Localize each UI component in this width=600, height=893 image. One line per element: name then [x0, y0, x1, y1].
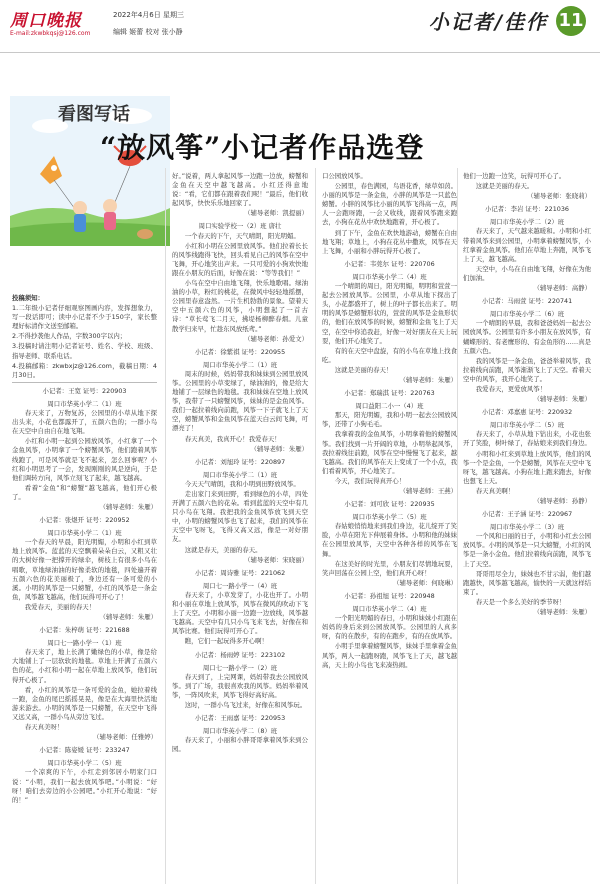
- teacher-credit: （辅导老师：朱雁）: [533, 395, 591, 404]
- article-paragraph: 这就是春天，美丽的春天。: [184, 545, 262, 554]
- author-info: 周口市华英小学二（4）班: [352, 272, 427, 281]
- author-info: 周口市华英小学二（1）班: [202, 470, 278, 479]
- author-info: 周口市华英小学二（6）班: [489, 310, 565, 319]
- article-paragraph: 这就是美丽的春天。: [475, 182, 534, 191]
- author-info: 周口市华英小学二（5）班: [489, 421, 565, 430]
- page-number-badge: 11: [556, 6, 586, 36]
- teacher-credit: （辅导老师：孙爱文）: [244, 334, 308, 343]
- article-paragraph: 今天，我们玩得真开心！: [334, 476, 406, 485]
- article-paragraph: 小明手里拿着螃蟹风筝，妹妹手里拿着金鱼风筝，两人一起跑呀跑，风筝飞上了天，越飞越高，天上的小鸟也飞来凑热闹。: [322, 642, 457, 669]
- teacher-credit: （辅导老师：张晓莉）: [527, 192, 591, 201]
- article-paragraph: 春天来了，小丽和小胖哥哥拿着风筝来到公园。: [172, 736, 308, 754]
- teacher-credit: （辅导老师：朱雁）: [99, 613, 157, 621]
- article-paragraph: 一个春天的早晨，阳光明媚，小明和小红到草地上放风筝。蓝蓝的天空飘着朵朵白云，又粗又壮的大树好像一把撑开的绿伞，树枝上有很多小鸟在唱歌，草地绿油油的好像柔软的地毯，四处遍开着五颜六色的花美丽极了，身边还有一条可爱的小溪。小明的风筝是一只螃蟹，小红的风筝是一条金鱼，风筝越飞越高，他们玩得可开心了！: [12, 538, 157, 601]
- teacher-credit: （辅导老师：宋晓丽）: [244, 555, 308, 564]
- article-paragraph: 春天真美啊！: [475, 486, 515, 495]
- author-info: 周口市华英小学二（1）班: [47, 529, 122, 538]
- article-paragraph: 我的风筝是一条金鱼，爸爸举着风筝，我拉着线向前跑，风筝渐渐飞上了天空。看着天空中的风筝，我开心地笑了。: [463, 356, 591, 383]
- article-paragraph: 小红和小明一起到公园放风筝，小红拿了一个金鱼风筝，小明拿了一个螃蟹风筝，他们跑着风筝线跑了，可是风筝就是飞不起来，怎么回事呢？小红和小明思考了一会，发现刚刚的风是逆向，于是他们调转方向，风筝立刻飞了起来，越飞越高。: [12, 437, 157, 482]
- teacher-credit: （辅导老师：朱雁）: [533, 608, 591, 617]
- newspaper-email: E-mail:zkwbkqsj@126.com: [10, 30, 91, 37]
- author-info: 小记者：徐紫祺 证号：220955: [194, 347, 286, 356]
- author-info: 小记者：王宽 证号：220903: [42, 386, 127, 395]
- notice-item: 3.投稿时请注明小记者证号、姓名、学校、班级、指导老师、联系电话。: [12, 342, 157, 360]
- article-column-3: [322, 172, 457, 886]
- author-info: 周口七一路小学一（4）班: [202, 581, 278, 590]
- article-paragraph: 有的在天空中盘旋，有的小鸟在草地上找食吃。: [322, 346, 457, 364]
- column-divider: [315, 168, 316, 884]
- teacher-credit: （辅导老师：朱雁）: [99, 502, 157, 511]
- article-paragraph: 这时，一群小鸟飞过来，好像在和风筝玩。: [184, 700, 307, 709]
- article-paragraph: 小明和小红来到草地上放风筝，他们的风筝一个是金鱼，一个是螃蟹，风筝在天空中飞呀飞，越飞越高。小狗在地上跑来跑去，好像也想飞上天。: [463, 449, 591, 485]
- article-paragraph: 春天来了，天气越来越暖和。小明和小红带着风筝来到公园里，小明拿着螃蟹风筝，小红拿着金鱼风筝。他们在草地上奔跑，风筝飞上了天，越飞越高。: [463, 227, 591, 263]
- article-paragraph: 一个风和日丽的日子，小明和小红去公园放风筝。小明的风筝是一只大螃蟹，小红的风筝是一条小金鱼。他们拉着线向前跑，风筝飞上了天空。: [463, 532, 591, 568]
- article-paragraph: 看，小红的风筝是一条可爱的金鱼，她拉着线一跑，金鱼的尾巴摇摇晃晃，像是在大海里快活地游来游去。小明的风筝是一只螃蟹，在天空中飞得又远又高，一群小鸟从旁边飞过。: [12, 685, 157, 721]
- section-title: 小记者/佳作: [428, 10, 548, 34]
- column-divider: [165, 168, 166, 884]
- notice-item: 2.不得抄袭他人作品，字数300字以内；: [12, 332, 127, 341]
- issue-date: 2022年4月6日 星期三: [113, 11, 184, 19]
- teacher-credit: （辅导老师：朱雁）: [250, 444, 308, 453]
- author-info: 小记者：刘旭玲 证号：220897: [194, 457, 286, 466]
- author-info: 小记者：杨雨婷 证号：223102: [194, 650, 286, 659]
- author-info: 周口市华英小学二（5）班: [47, 759, 122, 768]
- article-paragraph: 一个晴朗的早晨，我和爸爸妈妈一起去公园放风筝。公园里有许多小朋友在放风筝，有蝴蝶形的、有老鹰形的、有金鱼形的……真是五颜六色。: [463, 319, 591, 355]
- article-paragraph: 好。”说着，两人拿起风筝一边跑一边放，螃蟹和金鱼在天空中越飞越高。小红还得意地说：“看，它们都在跟着我们呢！”最后，他们收起风筝，快快乐乐地回家了。: [172, 172, 308, 208]
- article-paragraph: 那天，阳光明媚，我和小明一起去公园放风筝，还带了小狗毛毛。: [322, 411, 457, 429]
- author-info: 小记者：陈姿媛 证号：233247: [39, 746, 130, 755]
- article-paragraph: 春天来了，小草发芽了，小花也开了。小明和小丽在草地上放风筝，风筝在微风的吹动下飞上了天空。小明和小丽一边跑一边放线，风筝越飞越高。天空中有几只小鸟飞来飞去，好像在和风筝比赛。他们玩得可开心了。: [172, 590, 308, 636]
- article-paragraph: 一个晴朗的周日，阳光明媚，明明和萱萱一起去公园放风筝。公园里，小草从地下探出了头，小花都盛开了，树上的叶子都长出来了。明明的风筝是螃蟹形状的，萱萱的风筝是金鱼形状的，他们在放风筝的时候，螃蟹和金鱼飞上了天空，在空中你追我赶，好像一对好朋友在天上玩耍，他们开心地笑了。: [322, 282, 457, 345]
- teacher-credit: （辅导老师：凯提丽）: [244, 209, 308, 218]
- main-title: “放风筝”小记者作品选登: [100, 131, 425, 164]
- article-paragraph: 小鸟在空中自由地飞翔，快乐地歌唱。绿油油的小草，粉红的桃花，在微风中轻轻地摇摆，公园里春意盎然。一片生机勃勃的景象。望着天空中五颜六色的风筝，小明想起了一首古诗：“草长莺飞二月天，拂堤杨柳醉春烟。儿童散学归来早，忙趁东风放纸鸢。”: [172, 279, 308, 333]
- article-paragraph: 哥哥用尽全力，妹妹也不甘示弱，他们越跑越快，风筝越飞越高，愉快的一天就这样结束了。: [463, 569, 591, 596]
- author-info: 周口市华英小学二（4）班: [352, 605, 427, 614]
- author-info: 小记者：邓嘉惠 证号：220932: [481, 408, 573, 417]
- author-info: 小记者：郑瑞淇 证号：220763: [344, 389, 435, 398]
- author-info: 周口市华英小学二（1）班: [47, 399, 122, 408]
- article-paragraph: 我爱春天，更爱放风筝！: [475, 384, 547, 393]
- newspaper-logo: 周口晚报: [10, 11, 82, 31]
- editor-credits: 编辑 姬蕾 校对 张小静: [113, 28, 183, 36]
- article-paragraph: 春天真美，我真开心！我爱春天！: [184, 434, 281, 443]
- teacher-credit: （辅导老师：朱雁）: [399, 375, 457, 384]
- article-paragraph: 口公园放风筝。: [322, 172, 367, 180]
- article-paragraph: 一个春天的下午，天气晴朗，阳光明媚。: [184, 231, 300, 240]
- author-info: 周口七一路小学一（1）班: [47, 639, 122, 648]
- author-info: 周口实验学校一（2）班 唐壮: [198, 222, 282, 231]
- author-info: 周口市华英小学二（8）班: [202, 727, 278, 736]
- author-info: 小记者：马雨萱 证号：220741: [481, 297, 573, 306]
- article-paragraph: 瞧，它们一起玩得多开心啊！: [184, 637, 268, 646]
- author-info: 小记者：韦莞尔 证号：220706: [344, 259, 435, 268]
- author-info: 小记者：张煜开 证号：220952: [39, 516, 130, 525]
- article-paragraph: 走出家门来到田野，看到绿色的小草，四处开满了五颜六色的花朵。看到蓝蓝的天空中有几只小鸟在飞翔。我把我的金鱼风筝放飞到天空中，小明的螃蟹风筝也飞了起来，我们的风筝在天空中飞呀飞，飞得又高又远，像是一对好朋友。: [172, 490, 308, 544]
- author-info: 周口益阳二小一（4）班: [355, 402, 424, 411]
- author-info: 小记者：李岩 证号：221036: [485, 205, 569, 214]
- article-paragraph: 小红和小明在公园里放风筝。他们拉着长长的风筝线跑得飞快，回头看见自己的风筝在空中飞舞，开心地笑出声来。一只可爱的小狗欢快地跟在小朋友的后面，好像在说：“等等我们！”: [172, 241, 308, 277]
- article-paragraph: 到了下午，金鱼在欢快地游动，螃蟹在自由地飞翔；草地上，小狗在花丛中撒欢，风筝在天上飞舞，小丽和小胖玩得开心极了。: [322, 228, 457, 255]
- article-column-4: [463, 172, 591, 886]
- article-paragraph: 春姑娘悄悄地来到我们身边，花儿绽开了笑脸，小草在阳光下伸展着身体。小明和他的妹妹在公园里放风筝，天空中各种各样的风筝在飞舞。: [322, 522, 457, 558]
- author-info: 小记者：孙祖旭 证号：220948: [344, 591, 435, 600]
- article-paragraph: 在这美好的时光里，小朋友们尽情地玩耍，笑声回荡在公园上空，他们真开心呀！: [322, 559, 457, 577]
- kicker-title: 看图写话: [58, 104, 130, 125]
- teacher-credit: （辅导老师：孙静）: [533, 497, 591, 505]
- author-info: 周口市华英小学二（2）班: [489, 218, 565, 227]
- author-info: 小记者：王子涵 证号：220967: [481, 510, 573, 519]
- article-paragraph: 这就是美丽的春天！: [334, 365, 393, 374]
- author-info: 周口七一路小学一（2）班: [202, 663, 278, 672]
- author-info: 小记者：周诗雅 证号：221062: [194, 568, 286, 577]
- article-paragraph: 春天来了，万物复苏，公园里的小草从地下探出头来，小花也都露开了，五颜六色的；一群小鸟在天空中自由自在地飞翔。: [12, 409, 157, 436]
- article-paragraph: 春天真美呀！: [24, 723, 64, 732]
- article-paragraph: 春天来了，地上长满了嫩绿色的小草，像是给大地铺上了一层软软的地毯。草地上开满了五颜六色的花，小红和小明一起在草地上放风筝，他们玩得开心极了。: [12, 648, 157, 684]
- notice-item: 1.二年级小记者仔细观察图画内容，发挥想象力，写一段话即可；读中小记者不少于150字，家长整理好标清作文送至邮箱。: [12, 304, 157, 331]
- teacher-credit: （辅导老师：王燕）: [399, 487, 457, 495]
- article-column-2: [172, 172, 308, 886]
- column-divider: [457, 168, 458, 884]
- article-paragraph: 春天是一个多么美好的季节呀！: [475, 597, 566, 606]
- article-paragraph: 看着“金鱼”和“螃蟹”越飞越高，他们开心极了。: [12, 483, 157, 501]
- article-paragraph: 公园里，春色满园，鸟语花香，绿草如茵。小丽的风筝是一条金鱼，小胖的风筝是一只蓝色螃蟹。小胖的风筝比小丽的风筝飞得高一点，两人一会跑呀跑，一会又收线，跟着风筝跑来跑去，小狗在花丛中欢快地跑着，开心极了。: [322, 182, 457, 227]
- article-paragraph: 周末的时候，妈妈带我和妹妹到公园里放风筝。公园里的小草变绿了，绿油油的，像是给大地铺了一层绿色的地毯。我和妹妹在空地上放风筝，我带了一只螃蟹风筝，妹妹的是金鱼风筝。我们一起拉着线向前跑，风筝一下子就飞上了天空，螃蟹风筝和金鱼风筝在蓝天白云间飞舞，可漂亮了！: [172, 369, 308, 433]
- author-info: 周口市华英小学二（3）班: [489, 523, 565, 532]
- author-info: 周口市华英小学二（5）班: [352, 513, 427, 522]
- article-column-1: [12, 294, 157, 886]
- author-info: 小记者：朱梓萌 证号：221688: [39, 626, 130, 635]
- author-info: 小记者：王雨嘉 证号：220953: [194, 714, 286, 723]
- section-rule: [12, 382, 157, 383]
- article-paragraph: 他们一边跑一边笑，玩得可开心了。: [463, 172, 566, 180]
- notice-heading: 投稿须知：: [12, 294, 44, 302]
- article-paragraph: 天空中，小鸟在自由地飞翔，好像在为他们加油。: [463, 264, 591, 282]
- author-info: 小记者：刘可欣 证号：220935: [344, 500, 435, 509]
- page-header: [0, 0, 600, 53]
- article-paragraph: 今天天气晴朗，我和小明到田野放风筝。: [184, 479, 300, 488]
- article-paragraph: 一个阳光明媚的春日，小明和妹妹小红跟在妈妈的身后来到公园放风筝。公园里的人真多呀，有的在散步，有的在跑步，有的在放风筝。: [322, 614, 457, 641]
- teacher-credit: （辅导老师：何晓琳）: [393, 578, 457, 587]
- article-paragraph: 春天来了，小草从地下钻出来，小花也张开了笑脸，树叶绿了，春姑娘来到我们身边。: [463, 430, 591, 448]
- notice-item: 4.投稿邮箱：zkwbxjz@126.com，截稿日期：4月30日。: [12, 361, 157, 379]
- article-paragraph: 一个凉爽的下午，小红走到邻居小明家门口说：“小明，我们一起去放风筝吧。”小明说：“好呀！咱们去旁边的小公园吧。”小红开心地说：“好的！”: [12, 768, 157, 804]
- teacher-credit: （辅导老师：高静）: [533, 284, 591, 293]
- author-info: 周口市华英小学二（1）班: [202, 360, 278, 369]
- article-paragraph: 春天到了，上完网课，妈妈带我去公园放风筝。到了广场，我很喜欢我的风筝。妈妈举着风筝，一阵风吹来，风筝飞得好高好高。: [172, 672, 308, 699]
- teacher-credit: （辅导老师：任雅婷）: [93, 733, 157, 742]
- article-paragraph: 我爱春天，美丽的春天！: [24, 602, 96, 611]
- article-paragraph: 我拿着我的金鱼风筝，小明拿着他的螃蟹风筝。我们找到一片开阔的草地，小明举起风筝，我拉着线往前跑，风筝在空中慢慢飞了起来，越飞越高。我们的风筝在天上变成了一个小点，我们看着风筝，开心地笑了。: [322, 430, 457, 475]
